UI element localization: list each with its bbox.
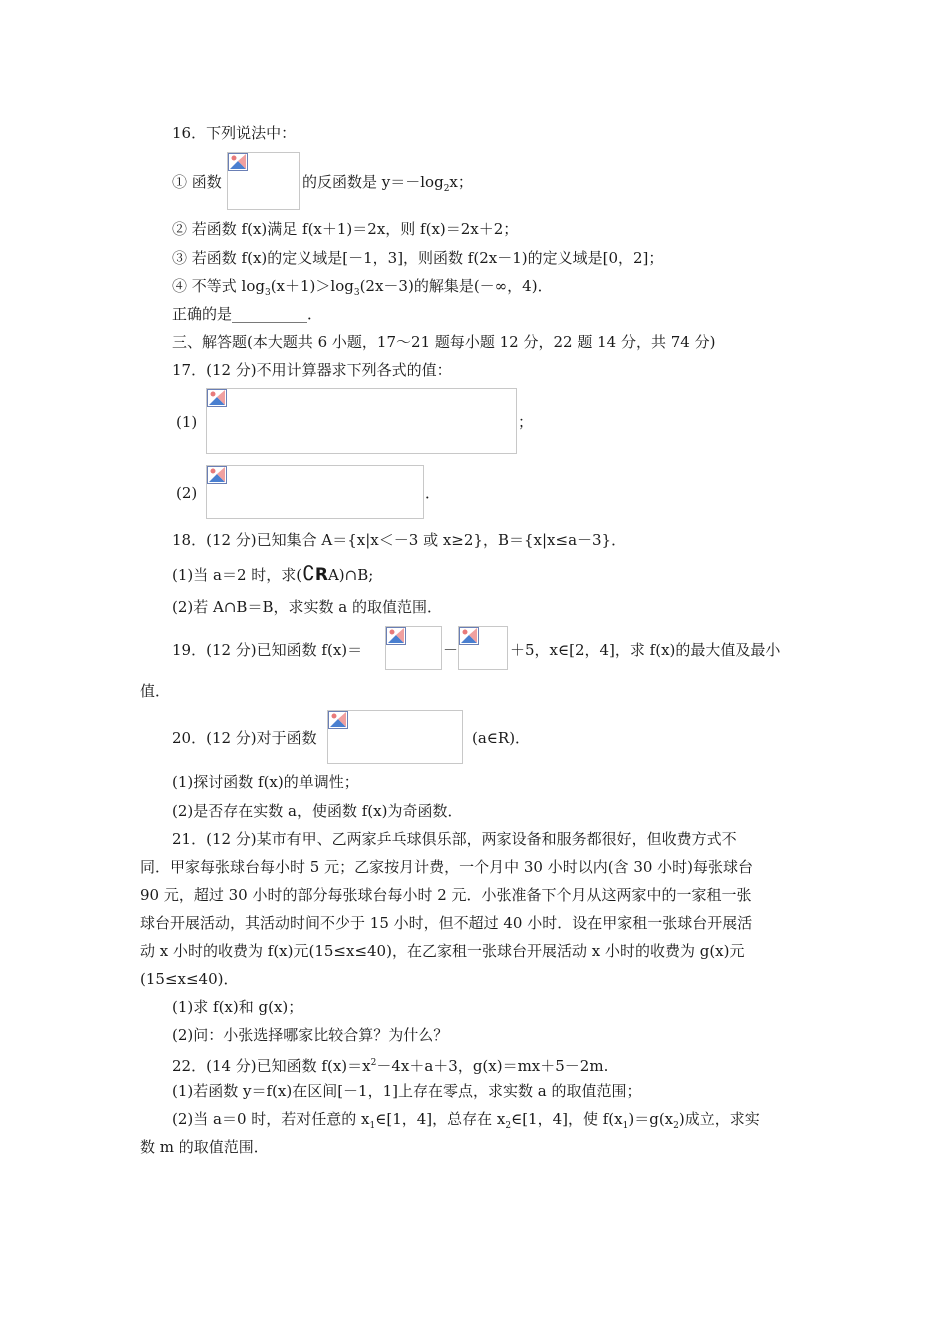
q16-item2: ② 若函数 f(x)满足 f(x＋1)＝2x，则 f(x)＝2x＋2； bbox=[172, 220, 519, 238]
q18-heading: 18．(12 分)已知集合 A＝{x|x＜－3 或 x≥2}，B＝{x|x≤a－3}． bbox=[172, 531, 627, 549]
broken-image-icon bbox=[228, 153, 248, 171]
q16-item3: ③ 若函数 f(x)的定义域是[－1，3]，则函数 f(2x－1)的定义域是[0，2]； bbox=[172, 249, 664, 267]
subscript-2: 2 bbox=[505, 1121, 512, 1131]
q16-answer: 正确的是__________． bbox=[172, 305, 323, 323]
q18-part1 bbox=[172, 563, 373, 585]
q17-part1-end: ； bbox=[518, 413, 534, 431]
q16-item4-b: (x＋1)＞log bbox=[270, 277, 354, 295]
log-base: 3 bbox=[264, 288, 271, 298]
q21-part2: (2)问：小张选择哪家比较合算？为什么？ bbox=[172, 1026, 449, 1044]
exponent: 2 bbox=[370, 1058, 377, 1068]
q19-text-c: ＋5，x∈[2，4]，求 f(x)的最大值及最小 bbox=[510, 641, 781, 659]
q18-part1-b: A)∩B; bbox=[327, 566, 374, 584]
broken-image-icon bbox=[459, 627, 479, 645]
q22-part2-b: ∈[1，4]，总存在 x bbox=[375, 1110, 506, 1128]
formula-image-q17-1 bbox=[206, 388, 517, 454]
q22-part2-c: ∈[1，4]，使 f(x bbox=[511, 1110, 623, 1128]
log-base: 3 bbox=[353, 288, 360, 298]
q18-part2: (2)若 A∩B＝B，求实数 a 的取值范围． bbox=[172, 598, 442, 616]
formula-image-q17-2 bbox=[206, 465, 424, 519]
q22-part2-a: (2)当 a＝0 时，若对任意的 x bbox=[172, 1110, 370, 1128]
q16-item1 bbox=[172, 172, 222, 192]
log-base: 2 bbox=[443, 184, 450, 194]
q22-heading bbox=[172, 1053, 608, 1076]
q16-item4-a: ④ 不等式 log bbox=[172, 277, 265, 295]
q18-part1-a: (1)当 a＝2 时，求( bbox=[172, 566, 303, 584]
section-heading: 三、解答题(本大题共 6 小题，17～21 题每小题 12 分，22 题 14 分，共 74 分) bbox=[172, 333, 716, 351]
q22-part2-d: )＝g(x bbox=[628, 1110, 674, 1128]
q21-line6: (15≤x≤40)． bbox=[140, 970, 239, 988]
subscript-1: 1 bbox=[622, 1121, 629, 1131]
broken-image-icon bbox=[207, 389, 227, 407]
broken-image-icon bbox=[386, 627, 406, 645]
q19-minus: － bbox=[443, 641, 459, 659]
q16-item1-end: x； bbox=[449, 173, 473, 191]
formula-image-q19-1 bbox=[385, 626, 442, 670]
q20-text-b: (a∈R)． bbox=[472, 729, 531, 747]
q21-line2: 同．甲家每张球台每小时 5 元；乙家按月计费，一个月中 30 小时以内(含 30 小时)每张球台 bbox=[140, 858, 754, 876]
q21-line3: 90 元，超过 30 小时的部分每张球台每小时 2 元．小张准备下个月从这两家中的一家租一张 bbox=[140, 886, 752, 904]
q22-a: 22．(14 分)已知函数 f(x)＝x bbox=[172, 1057, 371, 1075]
complement-symbol: ∁ bbox=[302, 561, 315, 585]
q21-part1: (1)求 f(x)和 g(x)； bbox=[172, 998, 304, 1016]
q17-part2-label: (2) bbox=[176, 484, 198, 502]
q16-item1-prefix: ① 函数 bbox=[172, 173, 222, 191]
q16-item4-c: (2x－3)的解集是(－∞，4)． bbox=[359, 277, 553, 295]
q22-part1: (1)若函数 y＝f(x)在区间[－1，1]上存在零点，求实数 a 的取值范围； bbox=[172, 1082, 642, 1100]
q22-part3: 数 m 的取值范围． bbox=[140, 1138, 269, 1156]
q22-b: －4x＋a＋3，g(x)＝mx＋5－2m. bbox=[376, 1057, 609, 1075]
q20-part1: (1)探讨函数 f(x)的单调性； bbox=[172, 773, 359, 791]
q16-item1-text: 的反函数是 y＝－log bbox=[302, 173, 444, 191]
broken-image-icon bbox=[207, 466, 227, 484]
q21-line5: 动 x 小时的收费为 f(x)元(15≤x≤40)，在乙家租一张球台开展活动 x 小时的收费为 g(x)元 bbox=[140, 942, 745, 960]
q19-text-a: 19．(12 分)已知函数 f(x)＝ bbox=[172, 641, 363, 659]
q16-heading: 16．下列说法中： bbox=[172, 124, 297, 142]
q21-line4: 球台开展活动，其活动时间不少于 15 小时，但不超过 40 小时．设在甲家租一张球台开展活 bbox=[140, 914, 753, 932]
formula-image-q16 bbox=[227, 152, 300, 210]
q19-text-d: 值． bbox=[140, 682, 171, 700]
q20-text-a: 20．(12 分)对于函数 bbox=[172, 729, 317, 747]
q20-part2: (2)是否存在实数 a，使函数 f(x)为奇函数． bbox=[172, 802, 463, 820]
q17-part1-label: (1) bbox=[176, 413, 198, 431]
q16-item1-rest bbox=[302, 172, 473, 199]
reals-symbol: R bbox=[314, 565, 328, 585]
formula-image-q19-2 bbox=[458, 626, 508, 670]
broken-image-icon bbox=[328, 711, 348, 729]
q17-part2-end: ． bbox=[425, 484, 441, 502]
q16-item4 bbox=[172, 276, 553, 303]
subscript-2: 2 bbox=[673, 1121, 679, 1131]
formula-image-q20 bbox=[327, 710, 463, 764]
q17-heading: 17．(12 分)不用计算器求下列各式的值： bbox=[172, 361, 452, 379]
q22-part2-e: )成立，求实 bbox=[678, 1110, 760, 1128]
q22-part2 bbox=[172, 1109, 760, 1136]
subscript-1: 1 bbox=[369, 1121, 376, 1131]
q21-line1: 21．(12 分)某市有甲、乙两家乒乓球俱乐部，两家设备和服务都很好，但收费方式不 bbox=[172, 830, 737, 848]
